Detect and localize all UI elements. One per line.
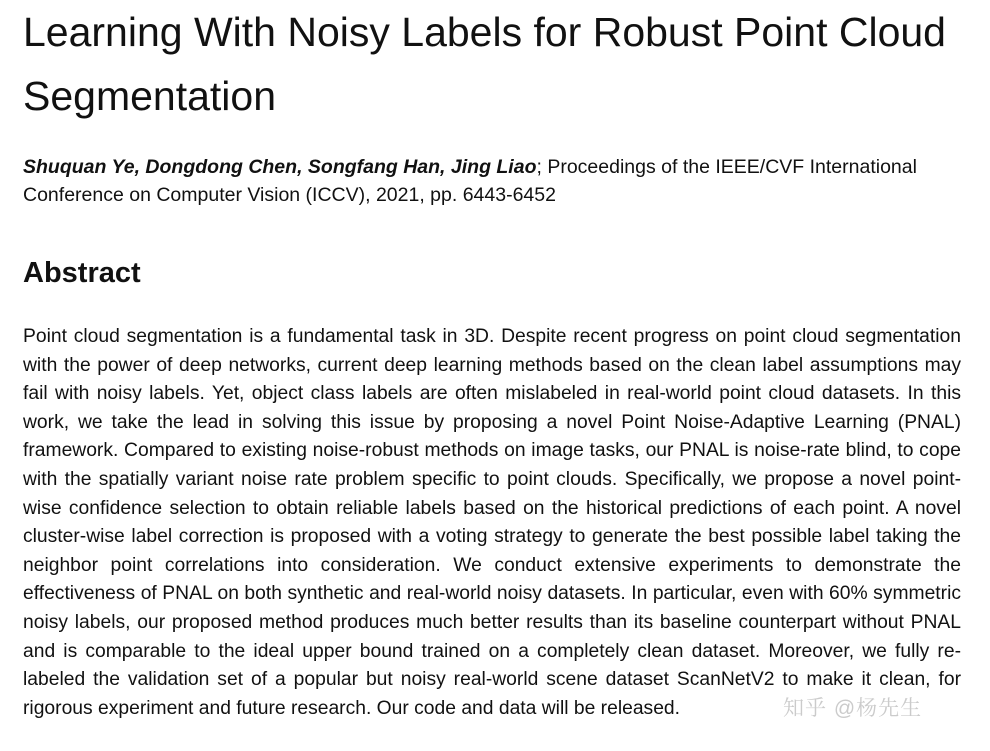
abstract-heading: Abstract — [23, 257, 141, 289]
citation-line — [23, 153, 968, 209]
watermark-text: 知乎 @杨先生 — [783, 697, 923, 720]
author-list[interactable]: Shuquan Ye, Dongdong Chen, Songfang Han, Jing Liao — [23, 156, 537, 178]
paper-title: Learning With Noisy Labels for Robust Point Cloud Segmentation — [23, 9, 946, 119]
venue-info: ; Proceedings of the IEEE/CVF International Conference on Computer Vision (ICCV), 2021, pp. 6443-6452 — [23, 156, 917, 206]
abstract-body: Point cloud segmentation is a fundamental task in 3D. Despite recent progress on point cloud segmentation with the power of deep networks, current deep learning methods based on the clean label assumptions may fail with noisy labels. Yet, object class labels are often mislabeled in real-world point cloud datasets. In this work, we take the lead in solving this issue by proposing a novel Point Noise-Adaptive Learning (PNAL) framework. Compared to existing noise-robust methods on image tasks, our PNAL is noise-rate blind, to cope with the spatially variant noise rate problem specific to point clouds. Specifically, we propose a novel point-wise confidence selection to obtain reliable labels based on the historical predictions of each point. A novel cluster-wise label correction is proposed with a voting strategy to generate the best possible label taking the neighbor point correlations into consideration. We conduct extensive experiments to demonstrate the effectiveness of PNAL on both synthetic and real-world noisy datasets. In particular, even with 60% symmetric noisy labels, our proposed method produces much better results than its baseline counterpart without PNAL and is comparable to the ideal upper bound trained on a completely clean dataset. Moreover, we fully re-labeled the validation set of a popular but noisy real-world scene dataset ScanNetV2 to make it clean, for rigorous experiment and future research. Our code and data will be released. — [23, 326, 961, 719]
